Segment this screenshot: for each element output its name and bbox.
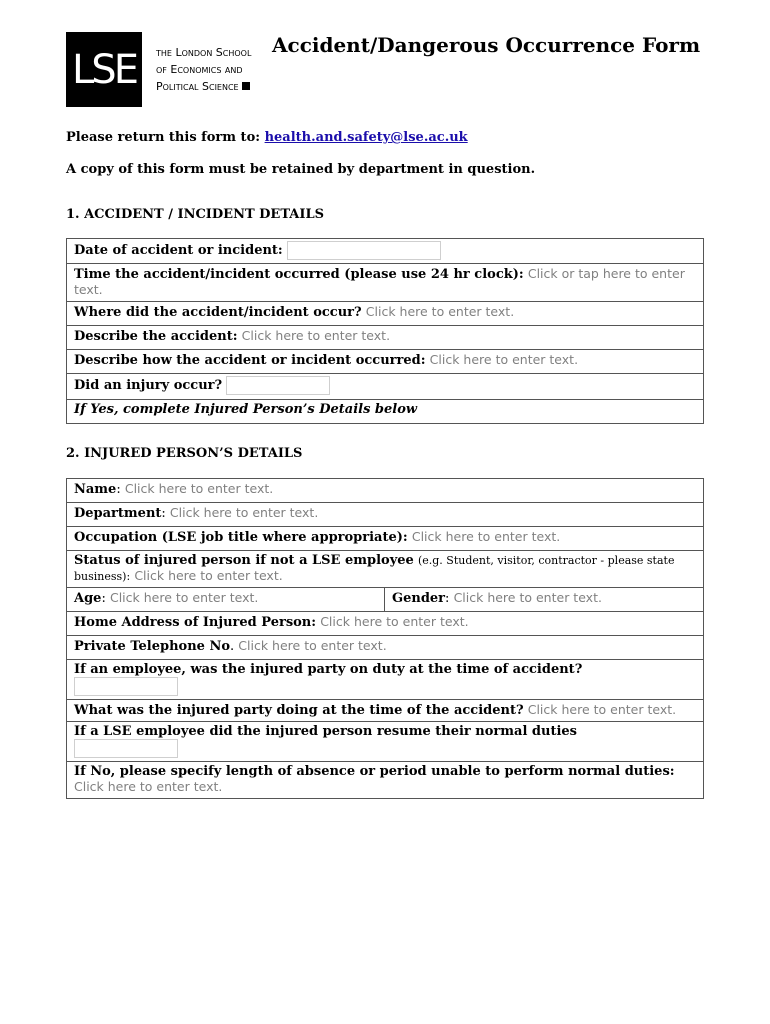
address-label: Home Address of Injured Person: <box>74 615 317 630</box>
table-row <box>67 374 704 400</box>
table-row <box>67 660 704 700</box>
absence-field[interactable]: Click here to enter text. <box>74 779 223 794</box>
department-label: Department <box>74 506 162 521</box>
lse-logo-mark: LSE <box>66 32 142 107</box>
where-label: Where did the accident/incident occur? <box>74 305 362 320</box>
phone-field[interactable]: Click here to enter text. <box>238 638 387 653</box>
form-title: Accident/Dangerous Occurrence Form <box>272 33 701 57</box>
describe-label: Describe the accident: <box>74 329 238 344</box>
table-row: Private Telephone No. Click here to enter text. <box>67 636 704 660</box>
resume-label: If a LSE employee did the injured person resume their normal duties <box>74 724 577 739</box>
table-row: Department: Click here to enter text. <box>67 503 704 527</box>
doing-label: What was the injured party doing at the time of the accident? <box>74 703 524 718</box>
on-duty-label: If an employee, was the injured party on duty at the time of accident? <box>74 662 583 677</box>
email-link[interactable]: health.and.safety@lse.ac.uk <box>264 130 468 145</box>
occupation-label: Occupation (LSE job title where appropriate): <box>74 530 408 545</box>
injury-label: Did an injury occur? <box>74 378 223 393</box>
logo-square-icon <box>242 82 250 90</box>
section-2-heading: 2. INJURED PERSON’S DETAILS <box>66 446 303 461</box>
on-duty-field[interactable] <box>74 677 178 696</box>
status-field[interactable]: Click here to enter text. <box>134 568 283 583</box>
describe-field[interactable]: Click here to enter text. <box>241 328 391 343</box>
status-hint: (e.g. Student, visitor, contractor - please state business): <box>74 554 675 583</box>
accident-details-table <box>66 238 704 424</box>
injured-person-table <box>66 478 704 799</box>
name-label: Name <box>74 482 117 497</box>
table-row <box>67 612 704 636</box>
section-1-heading: 1. ACCIDENT / INCIDENT DETAILS <box>66 207 324 222</box>
table-row <box>67 239 704 264</box>
where-field[interactable]: Click here to enter text. <box>365 304 515 319</box>
lse-logo-text <box>156 44 253 95</box>
time-field[interactable]: Click or tap here to enter text. <box>74 266 685 297</box>
department-field[interactable]: Click here to enter text. <box>169 505 319 520</box>
logo-line-1: the London School <box>156 46 252 59</box>
table-row <box>67 527 704 551</box>
gender-label: Gender <box>392 591 446 606</box>
table-row <box>67 264 704 302</box>
if-yes-note: If Yes, complete Injured Person’s Details below <box>74 402 418 417</box>
return-instruction: Please return this form to: health.and.safety@lse.ac.uk <box>66 130 468 145</box>
time-label: Time the accident/incident occurred (please use 24 hr clock): <box>74 267 524 282</box>
table-row <box>67 722 704 762</box>
gender-field[interactable]: Click here to enter text. <box>453 590 602 605</box>
address-field[interactable]: Click here to enter text. <box>320 614 469 629</box>
date-field[interactable] <box>287 241 441 260</box>
how-field[interactable]: Click here to enter text. <box>429 352 579 367</box>
table-row <box>67 326 704 350</box>
table-row <box>67 762 704 799</box>
how-label: Describe how the accident or incident occurred: <box>74 353 426 368</box>
table-row: Name: Click here to enter text. <box>67 479 704 503</box>
logo-line-3: Political Science <box>156 78 251 95</box>
absence-label: If No, please specify length of absence or period unable to perform normal duties: <box>74 764 675 779</box>
doing-field[interactable]: Click here to enter text. <box>527 702 677 717</box>
age-field[interactable]: Click here to enter text. <box>109 590 259 605</box>
table-row: Age: Click here to enter text. Gender: Click here to enter text. <box>67 588 704 612</box>
occupation-field[interactable]: Click here to enter text. <box>411 529 561 544</box>
lse-logo <box>66 32 253 107</box>
injury-field[interactable] <box>226 376 330 395</box>
date-label: Date of accident or incident: <box>74 243 283 258</box>
resume-field[interactable] <box>74 739 178 758</box>
table-row <box>67 400 704 424</box>
status-label: Status of injured person if not a LSE employee <box>74 553 414 568</box>
table-row <box>67 302 704 326</box>
copy-notice: A copy of this form must be retained by department in question. <box>66 162 536 177</box>
table-row <box>67 551 704 588</box>
logo-line-2: of Economics and <box>156 63 243 76</box>
name-field[interactable]: Click here to enter text. <box>124 481 274 496</box>
age-label: Age <box>74 591 102 606</box>
table-row <box>67 350 704 374</box>
table-row <box>67 700 704 722</box>
phone-label: Private Telephone No <box>74 639 231 654</box>
